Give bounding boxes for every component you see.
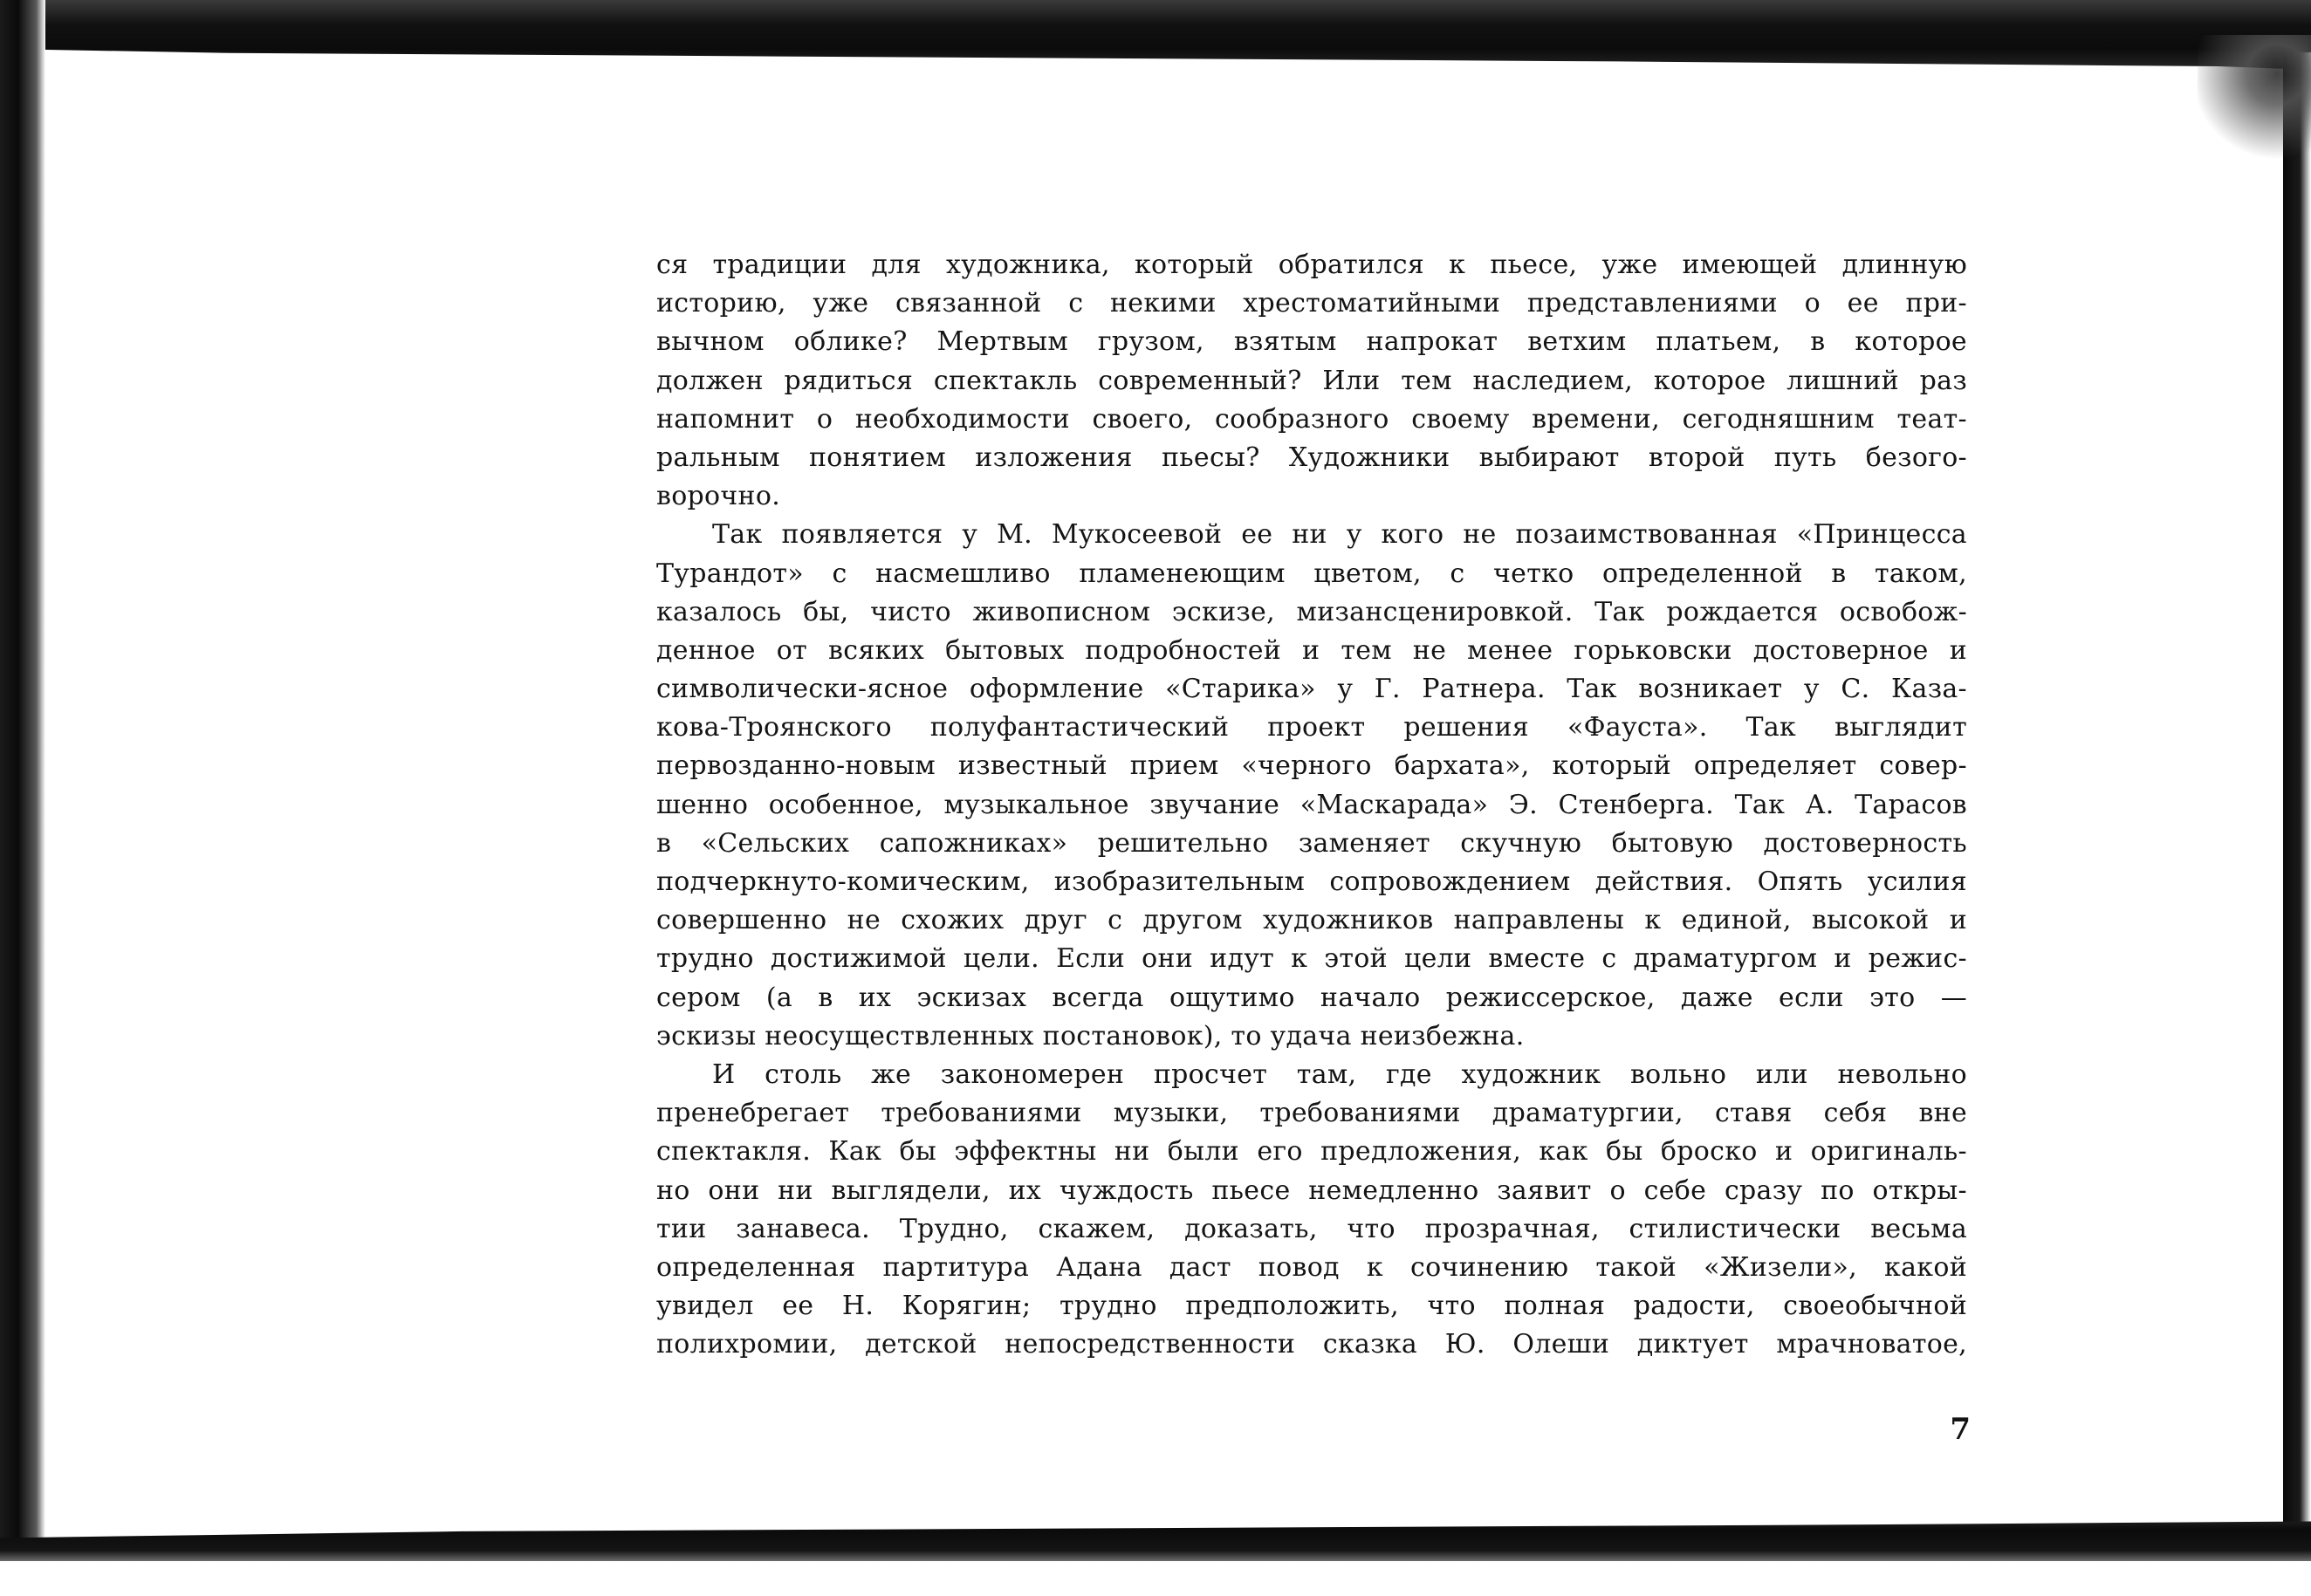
text-line: историю, уже связанной с некими хрестоматийными представлениями о ее при- [656,288,1967,319]
text-line: Турандот» с насмешливо пламенеющим цветом, с четко определенной в таком, [656,558,1967,589]
paragraph [656,516,1967,1056]
text-line: определенная партитура Адана даст повод к сочинению такой «Жизели», какой [656,1251,1967,1283]
text-line: вычном облике? Мертвым грузом, взятым напрокат ветхим платьем, в которое [656,326,1967,358]
text-line: пренебрегает требованиями музыки, требованиями драматургии, ставя себя вне [656,1098,1967,1129]
page-number: 7 [1950,1412,1971,1447]
text-line: кова-Троянского полуфантастический проект решения «Фауста». Так выглядит [656,712,1967,743]
text-line: символически-ясное оформление «Старика» у Г. Ратнера. Так возникает у С. Каза- [656,674,1967,705]
text-line: совершенно не схожих друг с другом художников направлены к единой, высокой и [656,905,1967,936]
scan-border-top [0,0,2311,70]
text-line: ральным понятием изложения пьесы? Художники выбирают второй путь безого- [656,442,1967,473]
text-line: ся традиции для художника, который обратился к пьесе, уже имеющей длинную [656,250,1967,280]
text-line: но они ни выглядели, их чуждость пьесе немедленно заявит о себе сразу по откры- [656,1175,1967,1206]
text-line: эскизы неосуществленных постановок), то удача неизбежна. [656,1020,1525,1051]
text-line: увидел ее Н. Корягин; трудно предположить, что полная радости, своеобычной [656,1291,1967,1322]
text-line: денное от всяких бытовых подробностей и тем не менее горьковски достоверное и [656,634,1967,666]
text-line: Так появляется у М. Мукосеевой ее ни у кого не позаимствованная «Принцесса [712,519,1967,551]
text-line: спектакля. Как бы эффектны ни были его предложения, как бы броско и оригиналь- [656,1136,1967,1168]
text-line: должен рядиться спектакль современный? Или тем наследием, которое лишний раз [656,365,1967,396]
text-line: казалось бы, чисто живописном эскизе, мизансценировкой. Так рождается освобож- [656,596,1967,627]
text-line: полихромии, детской непосредственности сказка Ю. Олеши диктует мрачноватое, [656,1329,1967,1360]
text-line: И столь же закономерен просчет там, где художник вольно или невольно [712,1058,1967,1090]
text-line: шенно особенное, музыкальное звучание «Маскарада» Э. Стенберга. Так А. Тарасов [656,789,1967,820]
text-line: трудно достижимой цели. Если они идут к этой цели вместе с драматургом и режис- [656,943,1967,975]
text-line: тии занавеса. Трудно, скажем, доказать, что прозрачная, стилистически весьма [656,1213,1967,1244]
scan-margin-bottom [0,1561,2311,1596]
paragraph [656,1056,1967,1365]
text-line: первозданно-новым известный прием «черного бархата», который определяет совер- [656,750,1967,782]
scan-border-left [0,0,45,1596]
text-line: сером (а в их эскизах всегда ощутимо начало режиссерское, даже если это — [656,982,1967,1013]
scan-border-right [2283,52,2311,1536]
paragraph [656,246,1967,516]
text-line: в «Сельских сапожниках» решительно заменяет скучную бытовую достоверность [656,827,1967,859]
scan-corner-noise [2198,35,2311,166]
text-line: ворочно. [656,481,781,512]
text-line: напомнит о необходимости своего, сообразного своему времени, сегодняшним теат- [656,403,1967,435]
text-line: подчеркнуто-комическим, изобразительным сопровождением действия. Опять усилия [656,866,1967,897]
body-text [656,246,1967,1364]
